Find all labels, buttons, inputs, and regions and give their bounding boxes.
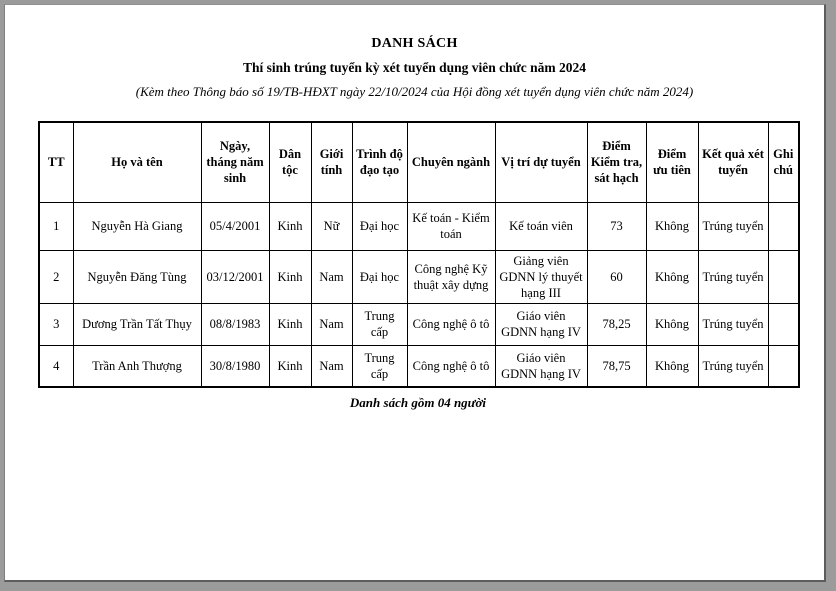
cell-notes — [768, 303, 799, 345]
results-table — [38, 121, 800, 388]
cell-result: Trúng tuyển — [698, 202, 768, 250]
cell-tt: 3 — [39, 303, 73, 345]
cell-education: Đại học — [352, 250, 407, 303]
document-header — [5, 5, 824, 100]
cell-ethnicity: Kinh — [269, 250, 311, 303]
cell-position: Giáo viên GDNN hạng IV — [495, 303, 587, 345]
cell-result: Trúng tuyển — [698, 250, 768, 303]
cell-notes — [768, 202, 799, 250]
cell-gender: Nam — [311, 345, 352, 387]
cell-ethnicity: Kinh — [269, 303, 311, 345]
cell-result: Trúng tuyển — [698, 345, 768, 387]
document-note: (Kèm theo Thông báo số 19/TB-HĐXT ngày 22/10/2024 của Hội đồng xét tuyển dụng viên chức năm 2024) — [135, 84, 694, 99]
column-header-exam-score: Điểm Kiểm tra, sát hạch — [587, 122, 646, 202]
cell-priority-score: Không — [646, 303, 698, 345]
cell-priority-score: Không — [646, 202, 698, 250]
cell-gender: Nam — [311, 303, 352, 345]
column-header-priority-score: Điểm ưu tiên — [646, 122, 698, 202]
cell-position: Kế toán viên — [495, 202, 587, 250]
column-header-notes: Ghi chú — [768, 122, 799, 202]
cell-exam-score: 78,25 — [587, 303, 646, 345]
cell-exam-score: 73 — [587, 202, 646, 250]
cell-major: Công nghệ ô tô — [407, 345, 495, 387]
table-row — [39, 250, 799, 303]
cell-education: Đại học — [352, 202, 407, 250]
cell-notes — [768, 250, 799, 303]
column-header-gender: Giới tính — [311, 122, 352, 202]
cell-notes — [768, 345, 799, 387]
cell-name: Nguyễn Đăng Tùng — [73, 250, 201, 303]
column-header-ethnicity: Dân tộc — [269, 122, 311, 202]
table-row — [39, 202, 799, 250]
cell-position: Giảng viên GDNN lý thuyết hạng III — [495, 250, 587, 303]
document-page — [4, 4, 826, 582]
cell-gender: Nữ — [311, 202, 352, 250]
column-header-tt: TT — [39, 122, 73, 202]
cell-tt: 1 — [39, 202, 73, 250]
table-row — [39, 303, 799, 345]
cell-exam-score: 60 — [587, 250, 646, 303]
column-header-result: Kết quả xét tuyển — [698, 122, 768, 202]
cell-tt: 2 — [39, 250, 73, 303]
cell-priority-score: Không — [646, 345, 698, 387]
document-footer: Danh sách gồm 04 người — [349, 395, 487, 410]
cell-gender: Nam — [311, 250, 352, 303]
cell-dob: 08/8/1983 — [201, 303, 269, 345]
table-header-row — [39, 122, 799, 202]
cell-education: Trung cấp — [352, 345, 407, 387]
cell-dob: 05/4/2001 — [201, 202, 269, 250]
table-row — [39, 345, 799, 387]
cell-name: Nguyễn Hà Giang — [73, 202, 201, 250]
column-header-education: Trình độ đạo tạo — [352, 122, 407, 202]
cell-major: Công nghệ Kỹ thuật xây dựng — [407, 250, 495, 303]
column-header-name: Họ và tên — [73, 122, 201, 202]
cell-position: Giáo viên GDNN hạng IV — [495, 345, 587, 387]
cell-dob: 30/8/1980 — [201, 345, 269, 387]
cell-major: Kế toán - Kiểm toán — [407, 202, 495, 250]
column-header-dob: Ngày, tháng năm sinh — [201, 122, 269, 202]
cell-exam-score: 78,75 — [587, 345, 646, 387]
cell-ethnicity: Kinh — [269, 345, 311, 387]
cell-ethnicity: Kinh — [269, 202, 311, 250]
cell-education: Trung cấp — [352, 303, 407, 345]
document-subtitle: Thí sinh trúng tuyển kỳ xét tuyển dụng viên chức năm 2024 — [242, 60, 587, 75]
column-header-major: Chuyên ngành — [407, 122, 495, 202]
cell-tt: 4 — [39, 345, 73, 387]
cell-major: Công nghệ ô tô — [407, 303, 495, 345]
cell-name: Dương Trần Tất Thụy — [73, 303, 201, 345]
cell-name: Trần Anh Thượng — [73, 345, 201, 387]
cell-priority-score: Không — [646, 250, 698, 303]
cell-result: Trúng tuyển — [698, 303, 768, 345]
cell-dob: 03/12/2001 — [201, 250, 269, 303]
column-header-position: Vị trí dự tuyển — [495, 122, 587, 202]
document-title: DANH SÁCH — [371, 36, 458, 51]
